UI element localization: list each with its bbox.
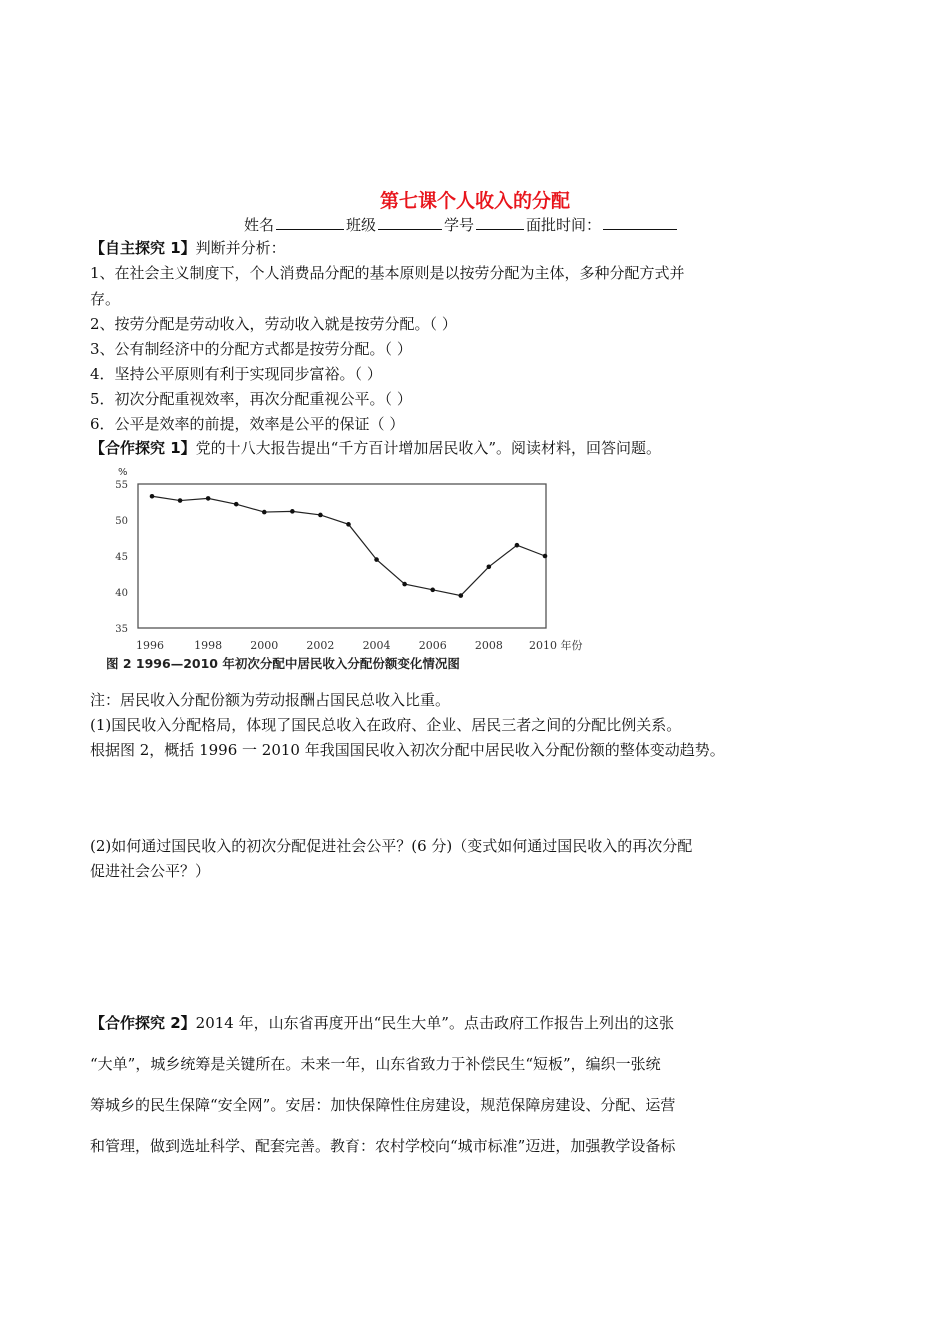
- chart-frame: [138, 484, 546, 628]
- name-label: 姓名: [244, 216, 275, 234]
- data-point: [346, 522, 351, 527]
- chart-svg: [100, 462, 660, 677]
- question-2-line-1: (2)如何通过国民收入的初次分配促进社会公平？(6 分)（变式如何通过国民收入的再次分配: [90, 837, 693, 855]
- data-point: [262, 510, 267, 515]
- x-tick-label: 2010 年份: [529, 639, 583, 652]
- data-point: [402, 582, 407, 587]
- section2-heading: [90, 438, 661, 458]
- section2-intro: 党的十八大报告提出“千方百计增加居民收入”。阅读材料，回答问题。: [195, 439, 662, 457]
- data-point: [458, 593, 463, 598]
- section1-header: 【自主探究 1】: [90, 239, 196, 257]
- x-tick-label: 2004: [362, 639, 391, 652]
- judge-item-2: 2、按劳分配是劳动收入，劳动收入就是按劳分配。（ ）: [90, 315, 457, 333]
- x-tick-label: 1998: [194, 639, 223, 652]
- id-blank[interactable]: [476, 215, 524, 230]
- x-tick-label: 2006: [418, 639, 447, 652]
- judge-item-5: 5．初次分配重视效率，再次分配重视公平。（ ）: [90, 390, 412, 408]
- judge-item-1: 1、在社会主义制度下，个人消费品分配的基本原则是以按劳分配为主体，多种分配方式并: [90, 264, 685, 282]
- x-tick-label: 2002: [306, 639, 335, 652]
- y-tick-label: 35: [115, 624, 128, 635]
- data-point: [515, 543, 520, 548]
- judge-item-3: 3、公有制经济中的分配方式都是按劳分配。（ ）: [90, 340, 412, 358]
- section3-line-3: 筹城乡的民生保障“安全网”。安居：加快保障性住房建设，规范保障房建设、分配、运营: [90, 1096, 676, 1114]
- data-point: [150, 494, 155, 499]
- y-axis-unit: %: [118, 467, 128, 478]
- data-point: [374, 557, 379, 562]
- data-point: [430, 588, 435, 593]
- judge-item-1-cont: 存。: [90, 290, 121, 308]
- income-share-chart: [100, 462, 660, 677]
- y-tick-label: 40: [115, 588, 128, 599]
- x-tick-label: 2000: [250, 639, 279, 652]
- judge-item-4: 4．坚持公平原则有利于实现同步富裕。（ ）: [90, 365, 382, 383]
- class-label: 班级: [346, 216, 377, 234]
- data-point: [543, 554, 548, 559]
- x-tick-label: 2008: [474, 639, 503, 652]
- chart-note: 注：居民收入分配份额为劳动报酬占国民总收入比重。: [90, 691, 451, 709]
- section3-line-2: “大单”，城乡统筹是关键所在。未来一年，山东省致力于补偿民生“短板”，编织一张统: [90, 1055, 661, 1073]
- review-blank[interactable]: [603, 215, 677, 230]
- data-point: [178, 498, 183, 503]
- page-title: 第七课个人收入的分配: [379, 190, 570, 212]
- y-tick-label: 45: [115, 552, 128, 563]
- student-info-row: [244, 214, 679, 235]
- data-point: [318, 513, 323, 518]
- series-line: [152, 496, 545, 595]
- data-point: [290, 509, 295, 514]
- judge-item-6: 6．公平是效率的前提，效率是公平的保证（ ）: [90, 415, 405, 433]
- question-1-line-2: 根据图 2，概括 1996 一 2010 年我国国民收入初次分配中居民收入分配份额的整体变动趋势。: [90, 741, 725, 759]
- question-1-line-1: (1)国民收入分配格局，体现了国民总收入在政府、企业、居民三者之间的分配比例关系。: [90, 716, 682, 734]
- section3-text-1: 2014 年，山东省再度开出“民生大单”。点击政府工作报告上列出的这张: [195, 1014, 674, 1032]
- question-2-line-2: 促进社会公平？）: [90, 862, 211, 880]
- section1-prompt: 判断并分析：: [195, 239, 286, 257]
- section3-line-4: 和管理，做到选址科学、配套完善。教育：农村学校向“城市标准”迈进，加强教学设备标: [90, 1137, 676, 1155]
- data-point: [234, 502, 239, 507]
- section3-header: 【合作探究 2】: [90, 1014, 196, 1032]
- section3-line-1: [90, 1003, 674, 1044]
- x-tick-label: 1996: [136, 639, 164, 652]
- section2-header: 【合作探究 1】: [90, 439, 196, 457]
- id-label: 学号: [444, 216, 475, 234]
- chart-title: 图 2 1996—2010 年初次分配中居民收入分配份额变化情况图: [106, 656, 460, 671]
- name-blank[interactable]: [276, 215, 344, 230]
- data-point: [487, 565, 492, 570]
- review-label: 面批时间：: [526, 216, 602, 234]
- section1-heading: [90, 238, 286, 258]
- y-tick-label: 55: [115, 480, 128, 491]
- y-tick-label: 50: [115, 516, 128, 527]
- data-point: [206, 496, 211, 501]
- class-blank[interactable]: [378, 215, 442, 230]
